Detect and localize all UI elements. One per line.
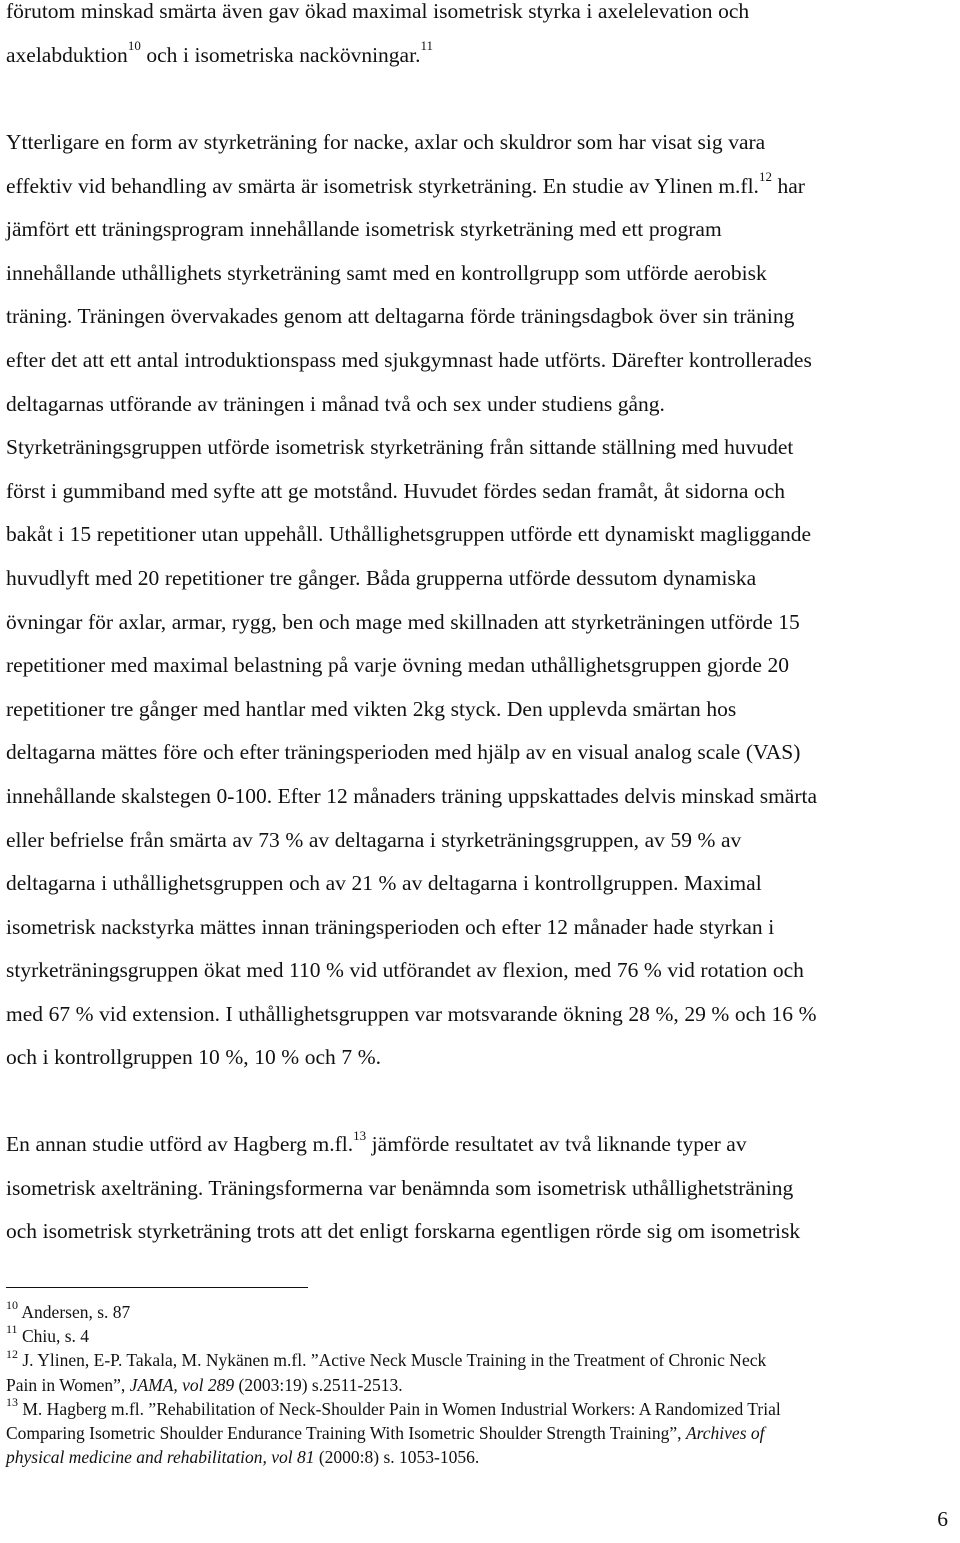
text-line: isometrisk nackstyrka mättes innan träningsperioden och efter 12 månader hade styrkan i xyxy=(6,914,775,939)
journal-title: physical medicine and rehabilitation, vol 81 xyxy=(6,1447,315,1468)
footnote-number: 12 xyxy=(6,1346,18,1361)
footnotes xyxy=(6,1300,956,1469)
text-line: bakåt i 15 repetitioner utan uppehåll. Uthållighetsgruppen utförde ett dynamiskt magliggande xyxy=(6,522,812,547)
footnote-13 xyxy=(6,1394,956,1421)
text-line: repetitioner tre gånger med hantlar med vikten 2kg styck. Den upplevda smärtan hos xyxy=(6,696,737,721)
footnote-13-cont2 xyxy=(6,1445,956,1469)
line-text: förutom minskad smärta även gav ökad maximal isometrisk styrka i axelelevation och xyxy=(6,0,750,23)
footnote-ref-13[interactable]: 13 xyxy=(353,1127,367,1143)
page-number: 6 xyxy=(937,1507,948,1531)
text-line xyxy=(6,34,956,78)
text-line: först i gummiband med syfte att ge motstånd. Huvudet fördes sedan framåt, åt sidorna och xyxy=(6,478,785,503)
line-text: och i isometriska nackövningar. xyxy=(140,42,421,67)
text-line: innehållande skalstegen 0-100. Efter 12 månaders träning uppskattades delvis minskad smärta xyxy=(6,783,818,808)
text-line xyxy=(6,121,956,165)
footnote-text: Andersen, s. 87 xyxy=(18,1302,131,1322)
text-line: repetitioner med maximal belastning på varje övning medan uthållighetsgruppen gjorde 20 xyxy=(6,653,789,678)
journal-title: Archives of xyxy=(685,1423,765,1444)
footnote-text: Comparing Isometric Shoulder Endurance Training With Isometric Shoulder Strength Training”, xyxy=(6,1423,686,1444)
text-line: huvudlyft med 20 repetitioner tre gånger. Båda grupperna utförde dessutom dynamiska xyxy=(6,565,757,590)
text-line: träning. Träningen övervakades genom att deltagarna förde träningsdagbok över sin träning xyxy=(6,304,795,329)
footnote-text: M. Hagberg m.fl. ”Rehabilitation of Neck-Shoulder Pain in Women Industrial Workers: A Randomized Trial xyxy=(18,1398,781,1419)
text-line: och isometrisk styrketräning trots att det enligt forskarna egentligen rörde sig om isometrisk xyxy=(6,1219,801,1244)
text-line: deltagarna i uthållighetsgruppen och av 21 % av deltagarna i kontrollgruppen. Maximal xyxy=(6,871,762,896)
paragraph-2 xyxy=(6,121,956,1080)
text-line: deltagarna mättes före och efter träningsperioden med hjälp av en visual analog scale (VAS) xyxy=(6,740,801,765)
footnote-text: (2000:8) s. 1053-1056. xyxy=(314,1447,480,1468)
text-line: styrketräningsgruppen ökat med 110 % vid utförandet av flexion, med 76 % vid rotation och xyxy=(6,958,804,983)
footnote-text: (2003:19) s.2511-2513. xyxy=(234,1374,403,1395)
footnote-10 xyxy=(6,1300,956,1324)
paragraph-3 xyxy=(6,1123,956,1254)
line-text: axelabduktion xyxy=(6,42,128,67)
footnote-separator xyxy=(6,1287,308,1288)
text-line: isometrisk axelträning. Träningsformerna var benämnda som isometrisk uthållighetsträning xyxy=(6,1175,794,1200)
text-line: med 67 % vid extension. I uthållighetsgruppen var motsvarande ökning 28 %, 29 % och 16 % xyxy=(6,1001,817,1026)
text-line: Styrketräningsgruppen utförde isometrisk styrketräning från sittande ställning med huvudet xyxy=(6,435,794,460)
line-text: En annan studie utförd av Hagberg m.fl. xyxy=(6,1132,354,1156)
line-text: har xyxy=(771,173,805,198)
footnote-ref-12[interactable]: 12 xyxy=(758,169,772,185)
footnote-text: J. Ylinen, E-P. Takala, M. Nykänen m.fl. ”Active Neck Muscle Training in the Treatment of Chronic Neck xyxy=(18,1350,767,1371)
text-line xyxy=(6,1123,956,1167)
text-line xyxy=(6,0,956,34)
footnote-ref-10[interactable]: 10 xyxy=(127,38,141,54)
line-text: jämförde resultatet av två liknande typer av xyxy=(366,1132,747,1156)
line-text: Ytterligare en form av styrketräning for nacke, axlar och skuldror som har visat sig vara xyxy=(6,130,766,154)
footnote-ref-11[interactable]: 11 xyxy=(420,38,433,54)
footnote-number: 11 xyxy=(6,1322,18,1337)
footnote-12 xyxy=(6,1348,956,1372)
text-line: övningar för axlar, armar, rygg, ben och mage med skillnaden att styrketräningen utförde 15 xyxy=(6,609,800,634)
text-line: och i kontrollgruppen 10 %, 10 % och 7 %. xyxy=(6,1045,381,1070)
paragraph-1 xyxy=(6,0,956,77)
footnote-text: Chiu, s. 4 xyxy=(17,1326,90,1347)
text-line: efter det att ett antal introduktionspass med sjukgymnast hade utförts. Därefter kontrollerades xyxy=(6,347,812,372)
footnote-text: Pain in Women”, xyxy=(6,1374,130,1395)
footnote-number: 10 xyxy=(6,1298,18,1313)
text-line: eller befrielse från smärta av 73 % av deltagarna i styrketräningsgruppen, av 59 % av xyxy=(6,827,742,852)
text-line: deltagarnas utförande av träningen i månad två och sex under studiens gång. xyxy=(6,391,665,416)
footnote-11 xyxy=(6,1324,956,1348)
text-line: innehållande uthållighets styrketräning samt med en kontrollgrupp som utförde aerobisk xyxy=(6,260,767,285)
journal-title: JAMA, vol 289 xyxy=(129,1374,235,1395)
footnote-number: 13 xyxy=(6,1394,18,1409)
footnote-12-cont xyxy=(6,1373,956,1397)
line-text: effektiv vid behandling av smärta är isometrisk styrketräning. En studie av Ylinen m.fl. xyxy=(6,173,759,198)
text-line xyxy=(6,165,956,209)
text-line: jämfört ett träningsprogram innehållande isometrisk styrketräning med ett program xyxy=(6,217,722,242)
footnote-13-cont xyxy=(6,1421,956,1445)
